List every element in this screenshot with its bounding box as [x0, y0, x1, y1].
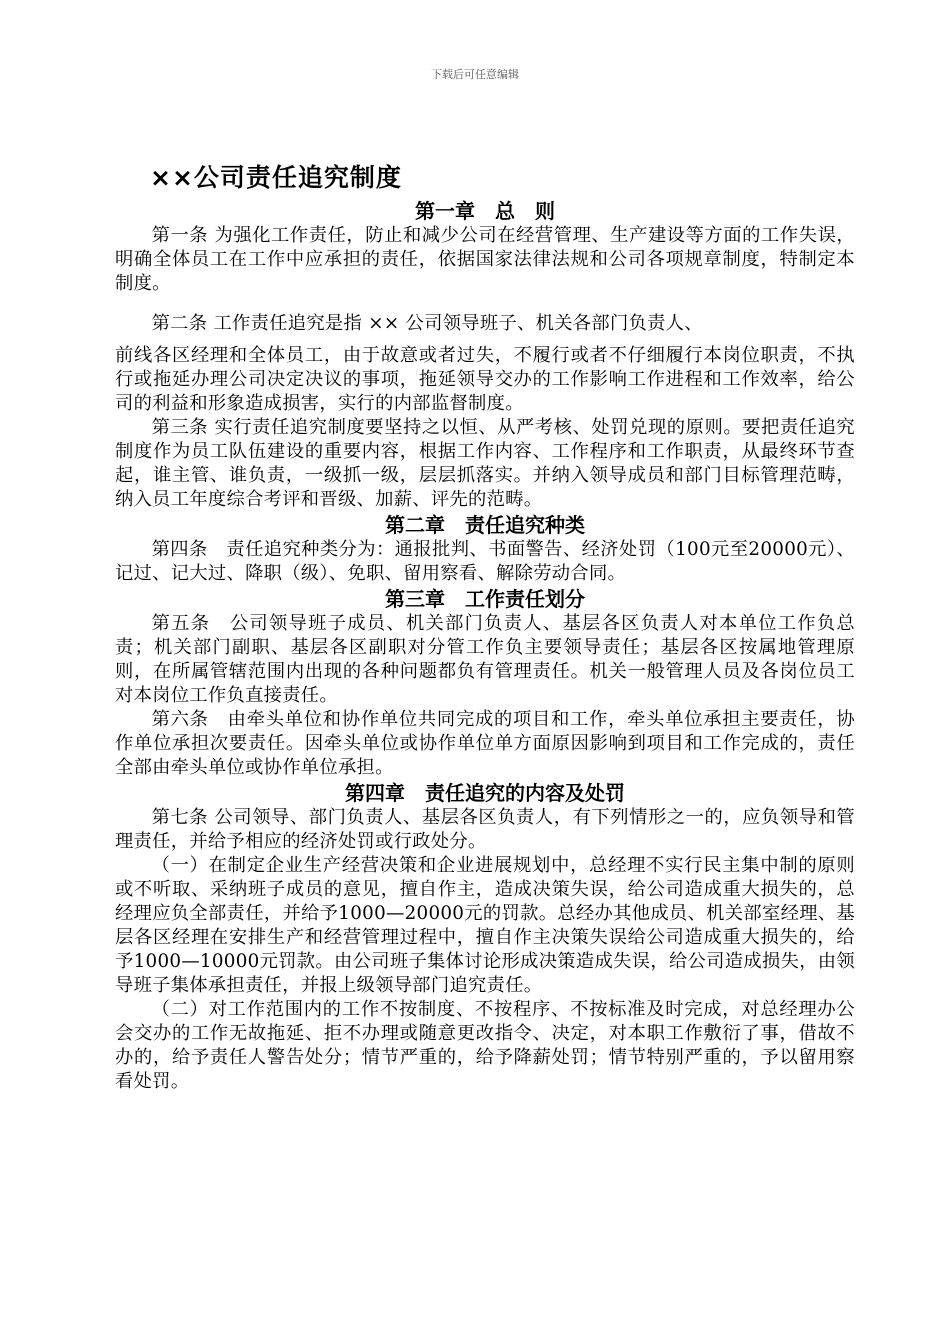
article-6: 第六条 由牵头单位和协作单位共同完成的项目和工作，牵头单位承担主要责任，协作单位承担次要责任。因牵头单位或协作单位单方面原因影响到项目和工作完成的，责任全部由牵头单位或协作单位承担。: [115, 709, 855, 778]
article-7-item-2: （二）对工作范围内的工作不按制度、不按程序、不按标准及时完成，对总经理办公会交办的工作无故拖延、拒不办理或随意更改指令、决定，对本职工作敷衍了事，借故不办的，给予责任人警告处分；情节严重的，给予降薪处罚；情节特别严重的，予以留用察看处罚。: [115, 999, 855, 1092]
article-7: 第七条 公司领导、部门负责人、基层各区负责人，有下列情形之一的，应负领导和管理责任，并给予相应的经济处罚或行政处分。: [115, 807, 855, 852]
article-4: 第四条 责任追究种类分为：通报批判、书面警告、经济处罚（100元至20000元）、记过、记大过、降职（级）、免职、留用察看、解除劳动合同。: [115, 539, 855, 584]
chapter-2-heading: 第二章 责任追究种类: [385, 513, 585, 537]
document-body: [115, 198, 855, 1094]
article-2-first-line: 第二条 工作责任追究是指 ×× 公司领导班子、机关各部门负责人、: [151, 313, 703, 334]
document-title: ××公司责任追究制度: [150, 163, 402, 192]
page-header-note: 下载后可任意编辑: [431, 68, 519, 81]
article-1: 第一条 为强化工作责任，防止和减少公司在经营管理、生产建设等方面的工作失误，明确全体员工在工作中应承担的责任，依据国家法律法规和公司各项规章制度，特制定本制度。: [115, 225, 855, 294]
article-5: 第五条 公司领导班子成员、机关部门负责人、基层各区负责人对本单位工作负总责；机关部门副职、基层各区副职对分管工作负主要领导责任；基层各区按属地管理原则，在所属管辖范围内出现的各种问题都负有管理责任。机关一般管理人员及各岗位员工对本岗位工作负直接责任。: [115, 613, 855, 706]
chapter-3-heading: 第三章 工作责任划分: [385, 587, 585, 611]
chapter-1-heading: 第一章 总 则: [415, 199, 555, 223]
article-3: 第三条 实行责任追究制度要坚持之以恒、从严考核、处罚兑现的原则。要把责任追究制度作为员工队伍建设的重要内容，根据工作内容、工作程序和工作职责，从最终环节查起，谁主管、谁负责，一级抓一级，层层抓落实。并纳入领导成员和部门目标管理范畴，纳入员工年度综合考评和晋级、加薪、评先的范畴。: [115, 417, 855, 510]
chapter-4-heading: 第四章 责任追究的内容及处罚: [345, 781, 625, 805]
article-7-item-1: （一）在制定企业生产经营决策和企业进展规划中，总经理不实行民主集中制的原则或不听取、采纳班子成员的意见，擅自作主，造成决策失误，给公司造成重大损失的，总经理应负全部责任，并给予1000—20000元的罚款。总经办其他成员、机关部室经理、基层各区经理在安排生产和经营管理过程中，擅自作主决策失误给公司造成重大损失的，给予1000—10000元罚款。由公司班子集体讨论形成决策造成失误，给公司造成损失，由领导班子集体承担责任，并报上级领导部门追究责任。: [115, 855, 855, 996]
article-2-body: 前线各区经理和全体员工，由于故意或者过失，不履行或者不仔细履行本岗位职责，不执行或拖延办理公司决定决议的事项，拖延领导交办的工作影响工作进程和工作效率，给公司的利益和形象造成损害，实行的内部监督制度。: [115, 345, 855, 414]
